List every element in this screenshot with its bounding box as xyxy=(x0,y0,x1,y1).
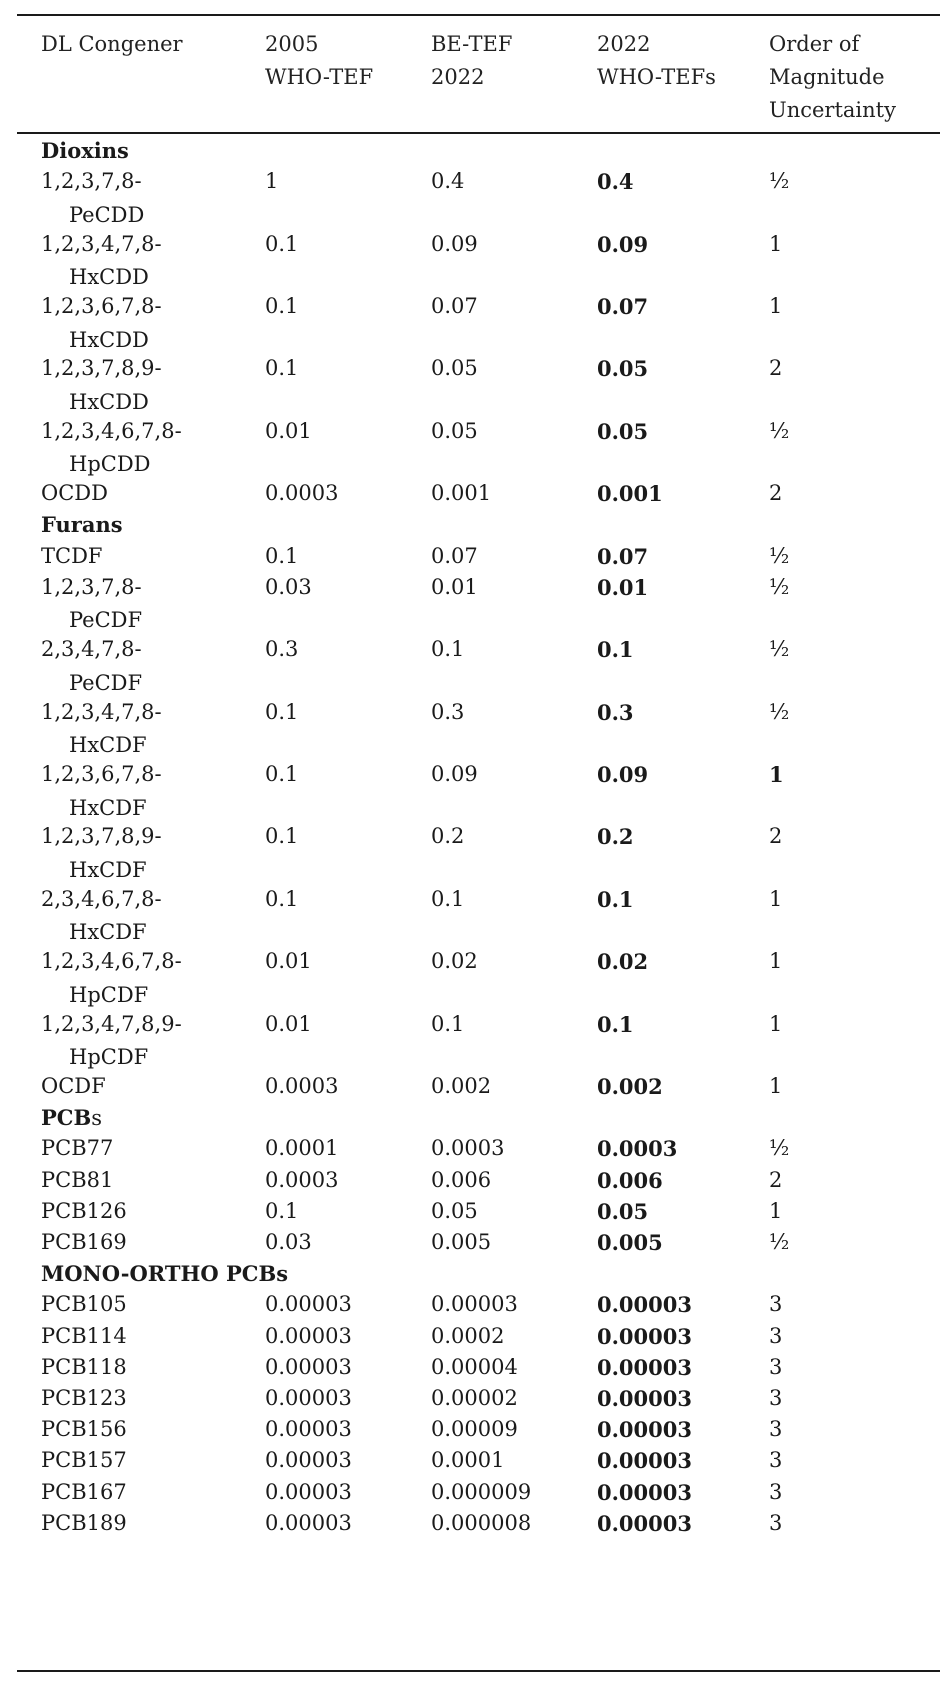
congener-name-continued: HpCDF xyxy=(69,982,149,1007)
who-tef-2022-cell: 0.00003 xyxy=(597,1510,692,1536)
uncertainty-cell: 2 xyxy=(769,1167,783,1192)
congener-cell xyxy=(41,1507,127,1541)
uncertainty-cell: ½ xyxy=(769,418,790,443)
who-tef-2022-cell: 0.05 xyxy=(597,1198,649,1224)
section-title xyxy=(41,1257,288,1292)
be-tef-2022-cell: 0.3 xyxy=(431,699,465,724)
congener-name: 2,3,4,6,7,8- xyxy=(41,886,162,911)
section-title-text: Furans xyxy=(41,512,123,538)
be-tef-2022-cell: 0.00009 xyxy=(431,1417,518,1442)
congener-cell xyxy=(41,633,142,700)
congener-name: 1,2,3,4,7,8- xyxy=(41,231,162,256)
congener-name-continued: HxCDF xyxy=(69,795,147,820)
who-tef-2022-cell: 0.3 xyxy=(597,699,634,725)
congener-name: PCB189 xyxy=(41,1510,127,1535)
congener-cell xyxy=(41,228,162,295)
tef-2005-cell: 0.1 xyxy=(265,699,299,724)
who-tef-2022-cell: 0.02 xyxy=(597,949,649,975)
congener-name-continued: PeCDF xyxy=(69,608,143,633)
section-title xyxy=(41,134,129,169)
be-tef-2022-cell: 0.02 xyxy=(431,949,478,974)
be-tef-2022-cell: 0.005 xyxy=(431,1230,492,1254)
tef-2005-cell: 0.00003 xyxy=(265,1417,352,1442)
congener-cell xyxy=(41,290,162,357)
section-title-bold: PCB xyxy=(41,1105,92,1131)
be-tef-2022-cell: 0.00004 xyxy=(431,1354,518,1379)
who-tef-2022-cell: 0.002 xyxy=(597,1074,663,1099)
congener-name: PCB118 xyxy=(41,1354,127,1379)
uncertainty-cell: ½ xyxy=(769,1136,790,1161)
congener-cell xyxy=(41,883,162,950)
uncertainty-cell: ½ xyxy=(769,699,790,724)
tef-2005-cell: 0.00003 xyxy=(265,1292,352,1317)
uncertainty-cell: 1 xyxy=(769,949,783,974)
uncertainty-cell: 3 xyxy=(769,1386,783,1410)
who-tef-2022-cell: 0.09 xyxy=(597,231,649,257)
congener-name: 1,2,3,7,8,9- xyxy=(41,824,162,849)
header-uncertainty-text: Order of Magnitude Uncertainty xyxy=(769,32,896,122)
be-tef-2022-cell: 0.07 xyxy=(431,543,478,568)
who-tef-2022-cell: 0.00003 xyxy=(597,1354,692,1380)
header-2005-who-tef xyxy=(265,28,373,94)
tef-2005-cell: 0.03 xyxy=(265,574,312,599)
tef-2005-cell: 0.1 xyxy=(265,231,299,256)
uncertainty-cell: ½ xyxy=(769,637,790,662)
congener-name: TCDF xyxy=(41,543,103,568)
header-congener-text: DL Congener xyxy=(41,32,183,56)
who-tef-2022-cell: 0.0003 xyxy=(597,1136,678,1162)
congener-name: PCB77 xyxy=(41,1136,114,1161)
uncertainty-cell: 2 xyxy=(769,481,783,506)
uncertainty-cell: ½ xyxy=(769,1230,790,1254)
be-tef-2022-cell: 0.05 xyxy=(431,356,478,381)
be-tef-2022-cell: 0.002 xyxy=(431,1074,492,1098)
congener-name: 1,2,3,4,7,8,9- xyxy=(41,1011,182,1036)
who-tef-2022-cell: 0.005 xyxy=(597,1230,663,1255)
congener-cell xyxy=(41,1351,127,1385)
congener-name: PCB105 xyxy=(41,1292,127,1317)
tef-2005-cell: 0.1 xyxy=(265,886,299,911)
section-title-text: MONO-ORTHO PCBs xyxy=(41,1261,289,1287)
header-2022-who-tefs xyxy=(597,28,716,94)
tef-2005-cell: 0.00003 xyxy=(265,1323,352,1348)
be-tef-2022-cell: 0.001 xyxy=(431,481,492,506)
be-tef-2022-cell: 0.01 xyxy=(431,574,478,599)
congener-cell xyxy=(41,1226,127,1260)
table-top-rule xyxy=(17,14,940,16)
uncertainty-cell: 2 xyxy=(769,824,783,849)
tef-2005-cell: 0.3 xyxy=(265,637,299,662)
congener-name-continued: HxCDF xyxy=(69,920,147,945)
uncertainty-cell: 3 xyxy=(769,1354,783,1379)
who-tef-2022-cell: 0.00003 xyxy=(597,1448,692,1474)
congener-name: OCDF xyxy=(41,1074,106,1098)
congener-cell xyxy=(41,1476,127,1510)
congener-name: PCB114 xyxy=(41,1323,127,1348)
uncertainty-cell: 1 xyxy=(769,1198,783,1223)
be-tef-2022-cell: 0.07 xyxy=(431,294,478,318)
tef-2005-cell: 0.1 xyxy=(265,294,299,318)
congener-cell xyxy=(41,1320,127,1354)
uncertainty-cell: 3 xyxy=(769,1510,783,1535)
section-title xyxy=(41,1101,102,1136)
section-title-tail: s xyxy=(91,1106,103,1131)
congener-cell xyxy=(41,1382,127,1416)
header-2022-who-tefs-text: 2022 WHO-TEFs xyxy=(597,32,716,89)
congener-cell xyxy=(41,758,162,825)
who-tef-2022-cell: 0.00003 xyxy=(597,1323,692,1349)
who-tef-2022-cell: 0.1 xyxy=(597,886,634,912)
congener-name: 1,2,3,4,7,8- xyxy=(41,699,162,724)
who-tef-2022-cell: 0.001 xyxy=(597,481,663,507)
who-tef-2022-cell: 0.09 xyxy=(597,762,649,787)
be-tef-2022-cell: 0.0002 xyxy=(431,1323,505,1348)
congener-cell xyxy=(41,1070,106,1104)
tef-2005-cell: 0.03 xyxy=(265,1230,312,1254)
tef-2005-cell: 0.00003 xyxy=(265,1510,352,1535)
be-tef-2022-cell: 0.00003 xyxy=(431,1292,518,1317)
congener-name: PCB123 xyxy=(41,1386,127,1410)
header-be-tef-2022-text: BE-TEF 2022 xyxy=(431,32,513,89)
congener-cell xyxy=(41,1132,113,1166)
uncertainty-cell: 1 xyxy=(769,762,784,787)
congener-name-continued: HpCDD xyxy=(69,452,151,477)
congener-cell xyxy=(41,820,162,887)
tef-2005-cell: 0.00003 xyxy=(265,1386,352,1410)
be-tef-2022-cell: 0.0001 xyxy=(431,1448,505,1473)
uncertainty-cell: 3 xyxy=(769,1479,783,1504)
tef-2005-cell: 0.0001 xyxy=(265,1136,339,1161)
congener-name: 2,3,4,7,8- xyxy=(41,637,142,662)
congener-name: OCDD xyxy=(41,481,108,506)
tef-2005-cell: 0.01 xyxy=(265,418,312,443)
congener-cell xyxy=(41,696,162,763)
table-bottom-rule xyxy=(17,1670,940,1672)
congener-name: PCB169 xyxy=(41,1230,127,1254)
congener-cell xyxy=(41,415,182,482)
tef-2005-cell: 0.0003 xyxy=(265,1167,339,1192)
congener-cell xyxy=(41,1164,113,1198)
congener-name: 1,2,3,7,8,9- xyxy=(41,356,162,381)
be-tef-2022-cell: 0.00002 xyxy=(431,1386,518,1410)
congener-cell xyxy=(41,352,162,419)
be-tef-2022-cell: 0.000008 xyxy=(431,1510,532,1535)
table-header-rule xyxy=(17,132,940,134)
be-tef-2022-cell: 0.2 xyxy=(431,824,465,849)
congener-cell xyxy=(41,165,144,232)
who-tef-2022-cell: 0.00003 xyxy=(597,1479,692,1505)
tef-2005-cell: 1 xyxy=(265,169,279,194)
be-tef-2022-cell: 0.0003 xyxy=(431,1136,505,1161)
tef-2005-cell: 0.1 xyxy=(265,762,299,786)
congener-name-continued: PeCDF xyxy=(69,670,143,695)
congener-cell xyxy=(41,477,108,511)
be-tef-2022-cell: 0.1 xyxy=(431,637,465,662)
section-title xyxy=(41,508,123,543)
who-tef-2022-cell: 0.07 xyxy=(597,543,649,569)
congener-name-continued: HxCDD xyxy=(69,389,149,414)
who-tef-2022-cell: 0.4 xyxy=(597,169,634,195)
uncertainty-cell: 3 xyxy=(769,1417,783,1442)
who-tef-2022-cell: 0.07 xyxy=(597,294,649,319)
tef-2005-cell: 0.01 xyxy=(265,949,312,974)
section-title-text: Dioxins xyxy=(41,138,129,163)
be-tef-2022-cell: 0.05 xyxy=(431,1198,478,1223)
congener-cell xyxy=(41,1288,127,1322)
who-tef-2022-cell: 0.00003 xyxy=(597,1292,692,1318)
congener-name-continued: HxCDD xyxy=(69,265,149,290)
who-tef-2022-cell: 0.1 xyxy=(597,1011,634,1037)
congener-name: 1,2,3,6,7,8- xyxy=(41,294,162,318)
congener-cell xyxy=(41,540,102,574)
congener-name-continued: HpCDF xyxy=(69,1045,149,1070)
congener-name: 1,2,3,7,8- xyxy=(41,169,142,194)
congener-cell xyxy=(41,1413,127,1447)
who-tef-2022-cell: 0.05 xyxy=(597,356,649,382)
who-tef-2022-cell: 0.006 xyxy=(597,1167,663,1193)
be-tef-2022-cell: 0.1 xyxy=(431,886,465,911)
congener-name: PCB126 xyxy=(41,1198,127,1223)
header-be-tef-2022 xyxy=(431,28,512,94)
congener-name: 1,2,3,4,6,7,8- xyxy=(41,949,182,974)
uncertainty-cell: 1 xyxy=(769,886,783,911)
be-tef-2022-cell: 0.000009 xyxy=(431,1479,532,1504)
header-congener xyxy=(41,28,183,61)
be-tef-2022-cell: 0.09 xyxy=(431,762,478,786)
tef-2005-cell: 0.00003 xyxy=(265,1479,352,1504)
uncertainty-cell: 1 xyxy=(769,294,783,318)
uncertainty-cell: 1 xyxy=(769,1074,783,1098)
be-tef-2022-cell: 0.006 xyxy=(431,1167,492,1192)
uncertainty-cell: ½ xyxy=(769,169,790,194)
congener-name: PCB81 xyxy=(41,1167,114,1192)
uncertainty-cell: 2 xyxy=(769,356,783,381)
congener-cell xyxy=(41,945,182,1012)
uncertainty-cell: 1 xyxy=(769,231,783,256)
tef-2005-cell: 0.00003 xyxy=(265,1354,352,1379)
who-tef-2022-cell: 0.00003 xyxy=(597,1386,692,1411)
congener-name: 1,2,3,4,6,7,8- xyxy=(41,418,182,443)
be-tef-2022-cell: 0.4 xyxy=(431,169,465,194)
uncertainty-cell: 3 xyxy=(769,1323,783,1348)
tef-2005-cell: 0.1 xyxy=(265,824,299,849)
uncertainty-cell: ½ xyxy=(769,543,790,568)
be-tef-2022-cell: 0.09 xyxy=(431,231,478,256)
congener-name: PCB157 xyxy=(41,1448,127,1473)
congener-name-continued: HxCDF xyxy=(69,857,147,882)
who-tef-2022-cell: 0.1 xyxy=(597,637,634,663)
who-tef-2022-cell: 0.01 xyxy=(597,574,649,600)
congener-name-continued: HxCDD xyxy=(69,327,149,352)
tef-2005-cell: 0.01 xyxy=(265,1011,312,1036)
who-tef-2022-cell: 0.05 xyxy=(597,418,649,444)
congener-cell xyxy=(41,1008,182,1075)
be-tef-2022-cell: 0.1 xyxy=(431,1011,465,1036)
be-tef-2022-cell: 0.05 xyxy=(431,418,478,443)
tef-2005-cell: 0.1 xyxy=(265,356,299,381)
tef-2005-cell: 0.0003 xyxy=(265,1074,339,1098)
congener-cell xyxy=(41,1444,127,1478)
tef-2005-cell: 0.00003 xyxy=(265,1448,352,1473)
congener-name: PCB156 xyxy=(41,1417,127,1442)
header-uncertainty xyxy=(769,28,896,127)
congener-name: PCB167 xyxy=(41,1479,127,1504)
congener-name-continued: HxCDF xyxy=(69,733,147,758)
uncertainty-cell: ½ xyxy=(769,574,790,599)
congener-cell xyxy=(41,571,142,638)
who-tef-2022-cell: 0.2 xyxy=(597,824,634,850)
congener-cell xyxy=(41,1195,127,1229)
uncertainty-cell: 1 xyxy=(769,1011,783,1036)
tef-2005-cell: 0.1 xyxy=(265,543,299,568)
uncertainty-cell: 3 xyxy=(769,1292,783,1317)
congener-name-continued: PeCDD xyxy=(69,202,145,227)
header-2005-who-tef-text: 2005 WHO-TEF xyxy=(265,32,374,89)
congener-name: 1,2,3,7,8- xyxy=(41,574,142,599)
uncertainty-cell: 3 xyxy=(769,1448,783,1473)
congener-name: 1,2,3,6,7,8- xyxy=(41,762,162,786)
who-tef-2022-cell: 0.00003 xyxy=(597,1417,692,1443)
tef-2005-cell: 0.0003 xyxy=(265,481,339,506)
tef-2005-cell: 0.1 xyxy=(265,1198,299,1223)
